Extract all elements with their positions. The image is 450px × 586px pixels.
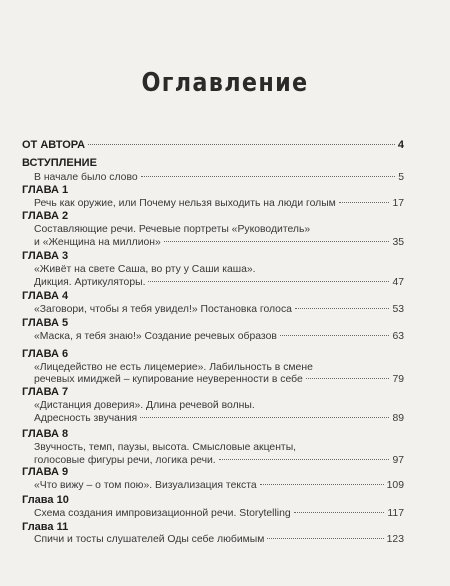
dot-leader: [339, 202, 390, 203]
entry-title: «Что вижу – о том пою». Визуализация текста: [34, 480, 257, 491]
dot-leader: [148, 281, 389, 282]
entry-title: «Заговори, чтобы я тебя увидел!» Постановка голоса: [34, 304, 292, 315]
entry-title: «Маска, я тебя знаю!» Создание речевых образов: [34, 331, 277, 342]
toc-entry-ch3[interactable]: [34, 276, 404, 290]
entry-title: Дикция. Артикуляторы.: [34, 277, 146, 288]
entry-line: Составляющие речи. Речевые портреты «Руководитель»: [34, 224, 311, 235]
entry-title: В начале было слово: [34, 172, 138, 183]
toc-entry-ch10[interactable]: [34, 507, 404, 521]
toc-entry-author[interactable]: [22, 138, 404, 152]
toc-heading-ch5: ГЛАВА 5: [22, 317, 69, 329]
entry-line: «Живёт на свете Саша, во рту у Саши каша».: [34, 264, 256, 275]
toc-entry-intro[interactable]: [34, 171, 404, 185]
entry-title: Схема создания импровизационной речи. Storytelling: [34, 508, 291, 519]
toc-heading-ch1: ГЛАВА 1: [22, 184, 69, 196]
toc-entry-ch6[interactable]: [34, 373, 404, 387]
page-number: 79: [392, 374, 404, 385]
toc-heading-ch6: ГЛАВА 6: [22, 348, 69, 360]
dot-leader: [164, 241, 390, 242]
entry-title: голосовые фигуры речи, логика речи.: [34, 455, 216, 466]
toc-heading-ch10: Глава 10: [22, 494, 69, 506]
page-number: 123: [386, 534, 404, 545]
dot-leader: [294, 512, 385, 513]
entry-title: Спичи и тосты слушателей Оды себе любимым: [34, 534, 265, 545]
toc-heading-ch7: ГЛАВА 7: [22, 386, 69, 398]
toc-heading-ch11: Глава 11: [22, 521, 69, 533]
toc-entry-ch2[interactable]: [34, 236, 404, 250]
dot-leader: [141, 176, 396, 177]
page-number: 63: [392, 331, 404, 342]
page-number: 97: [392, 455, 404, 466]
dot-leader: [280, 335, 390, 336]
dot-leader: [88, 144, 395, 145]
toc-heading-ch9: ГЛАВА 9: [22, 466, 69, 478]
dot-leader: [260, 484, 384, 485]
page-number: 17: [392, 198, 404, 209]
entry-title: и «Женщина на миллион»: [34, 237, 161, 248]
page-number: 53: [392, 304, 404, 315]
toc-heading-ch3: ГЛАВА 3: [22, 250, 69, 262]
entry-title: Речь как оружие, или Почему нельзя выходить на люди голым: [34, 198, 336, 209]
page-title: Оглавление: [141, 68, 309, 98]
toc-entry-ch5[interactable]: [34, 330, 404, 344]
dot-leader: [219, 459, 390, 460]
page-number: 109: [386, 480, 404, 491]
page-number: 47: [392, 277, 404, 288]
entry-title: ОТ АВТОРА: [22, 139, 86, 151]
toc-entry-ch8[interactable]: [34, 454, 404, 468]
toc-entry-ch1[interactable]: [34, 197, 404, 211]
entry-line: «Дистанция доверия». Длина речевой волны.: [34, 400, 255, 411]
entry-title: Адресность звучания: [34, 413, 138, 424]
toc-entry-ch7[interactable]: [34, 412, 404, 426]
dot-leader: [295, 308, 390, 309]
toc-entry-ch9[interactable]: [34, 479, 404, 493]
toc-entry-ch4[interactable]: [34, 303, 404, 317]
toc-heading-intro: ВСТУПЛЕНИЕ: [22, 157, 97, 169]
page-number: 117: [387, 508, 404, 519]
entry-title: речевых имиджей – купирование неуверенности в себе: [34, 374, 303, 385]
dot-leader: [140, 417, 389, 418]
page-number: 4: [397, 139, 404, 151]
toc-heading-ch4: ГЛАВА 4: [22, 290, 69, 302]
dot-leader: [267, 538, 383, 539]
page-number: 35: [392, 237, 404, 248]
page-number: 5: [398, 172, 404, 183]
dot-leader: [306, 378, 390, 379]
page-number: 89: [392, 413, 404, 424]
toc-heading-ch2: ГЛАВА 2: [22, 210, 69, 222]
entry-line: «Лицедейство не есть лицемерие». Лабильность в смене: [34, 362, 313, 373]
toc-heading-ch8: ГЛАВА 8: [22, 428, 69, 440]
entry-line: Звучность, темп, паузы, высота. Смысловые акценты,: [34, 442, 297, 453]
toc-entry-ch11[interactable]: [34, 533, 404, 547]
